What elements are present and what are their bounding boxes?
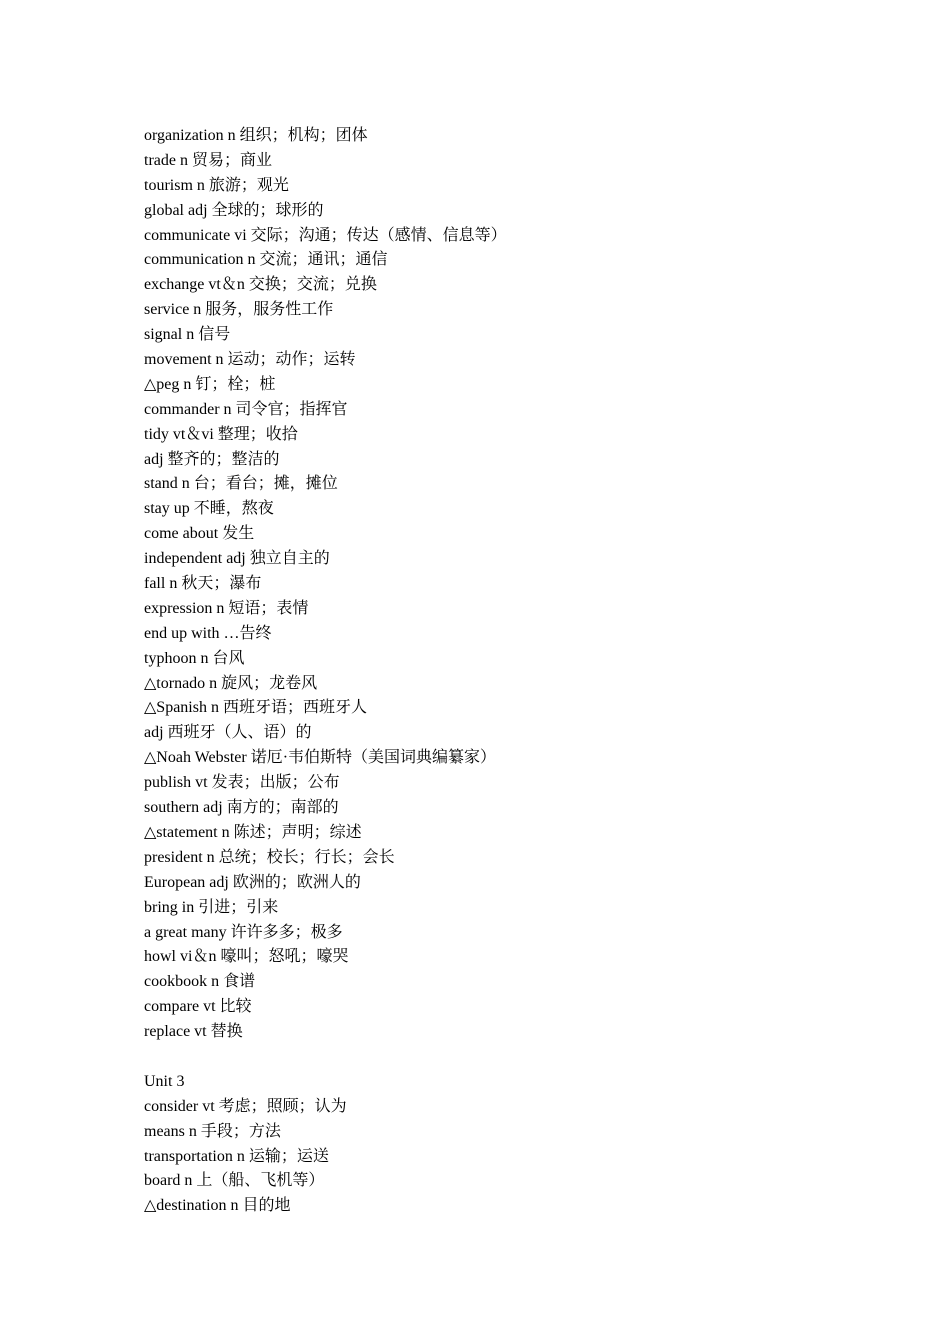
vocab-entry: △statement n 陈述；声明；综述 <box>144 823 362 841</box>
blank-line <box>144 1045 844 1070</box>
vocab-entry: commander n 司令官；指挥官 <box>144 400 348 418</box>
vocab-entry: howl vi＆n 嚎叫；怒吼；嚎哭 <box>144 948 349 966</box>
vocab-entry: △Spanish n 西班牙语；西班牙人 <box>144 699 367 717</box>
vocab-entry: expression n 短语；表情 <box>144 599 309 617</box>
vocab-entry: △destination n 目的地 <box>144 1197 291 1215</box>
vocab-entry: trade n 贸易；商业 <box>144 151 272 169</box>
vocab-entry: European adj 欧洲的；欧洲人的 <box>144 873 361 891</box>
vocab-entry: communicate vi 交际；沟通；传达（感情、信息等） <box>144 226 507 244</box>
vocab-entry: service n 服务，服务性工作 <box>144 301 334 319</box>
vocab-entry: a great many 许许多多；极多 <box>144 923 343 941</box>
vocab-entry: bring in 引进；引来 <box>144 898 279 916</box>
vocab-entry: compare vt 比较 <box>144 998 252 1016</box>
vocab-entry: △Noah Webster 诺厄·韦伯斯特（美国词典编纂家） <box>144 749 497 767</box>
vocab-entry: stand n 台；看台；摊，摊位 <box>144 475 338 493</box>
vocab-entry: signal n 信号 <box>144 326 231 344</box>
vocab-entry: transportation n 运输；运送 <box>144 1147 329 1165</box>
vocab-entry: tidy vt＆vi 整理；收拾 <box>144 425 298 443</box>
vocab-entry: △tornado n 旋风；龙卷风 <box>144 674 318 692</box>
vocab-entry: president n 总统；校长；行长；会长 <box>144 848 395 866</box>
vocab-entry: organization n 组织；机构；团体 <box>144 127 368 144</box>
vocab-entry: come about 发生 <box>144 525 255 543</box>
vocab-entry: stay up 不睡，熬夜 <box>144 500 274 518</box>
vocab-entry: end up with …告终 <box>144 624 272 642</box>
unit-heading: Unit 3 <box>144 1072 185 1090</box>
vocab-entry: consider vt 考虑；照顾；认为 <box>144 1097 347 1115</box>
vocab-entry: adj 西班牙（人、语）的 <box>144 724 312 742</box>
vocab-entry: cookbook n 食谱 <box>144 973 256 991</box>
vocab-entry: southern adj 南方的；南部的 <box>144 799 339 817</box>
vocab-entry: global adj 全球的；球形的 <box>144 201 324 219</box>
vocab-entry: fall n 秋天；瀑布 <box>144 575 262 593</box>
vocab-entry: independent adj 独立自主的 <box>144 550 330 568</box>
vocab-entry: movement n 运动；动作；运转 <box>144 351 356 369</box>
vocab-entry: board n 上（船、飞机等） <box>144 1172 325 1190</box>
vocab-entry: adj 整齐的；整洁的 <box>144 450 280 468</box>
vocab-entry: publish vt 发表；出版；公布 <box>144 774 340 792</box>
vocab-entry: tourism n 旅游；观光 <box>144 176 289 194</box>
vocab-entry: replace vt 替换 <box>144 1023 243 1041</box>
vocab-entry: △peg n 钉；栓；桩 <box>144 375 276 393</box>
vocab-entry: exchange vt＆n 交换；交流；兑换 <box>144 276 377 294</box>
vocabulary-list <box>144 124 844 1219</box>
vocab-entry: communication n 交流；通讯；通信 <box>144 251 388 269</box>
vocab-entry: means n 手段；方法 <box>144 1122 281 1140</box>
vocab-entry: typhoon n 台风 <box>144 649 245 667</box>
